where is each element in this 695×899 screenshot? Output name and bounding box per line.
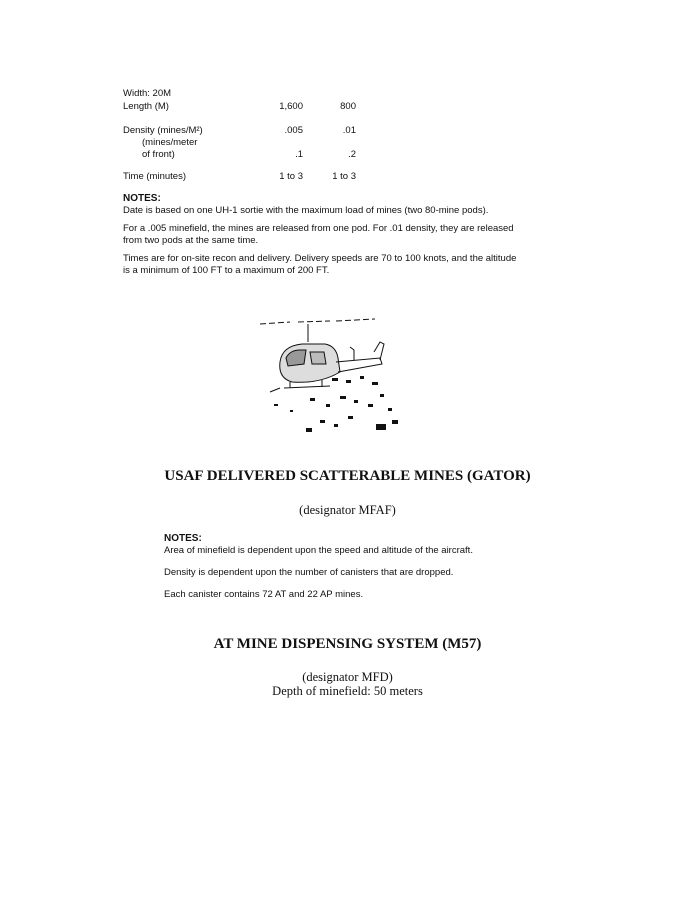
width-label: Width: 20M [123, 88, 172, 99]
table-row [123, 171, 423, 183]
gator-notes [164, 533, 584, 601]
row-value-2: 800 [340, 101, 356, 112]
table-row [123, 149, 423, 161]
helicopter-icon [250, 312, 410, 442]
row-value-2: .01 [342, 125, 356, 136]
gator-designator: (designator MFAF) [299, 503, 396, 517]
m57-designator: (designator MFD) [302, 670, 393, 684]
row-value-1: .005 [284, 125, 303, 136]
row-label: Density (mines/M²) [123, 125, 203, 136]
table-row [123, 101, 423, 113]
m57-title: AT MINE DISPENSING SYSTEM (M57) [213, 636, 482, 652]
note-paragraph: For a .005 minefield, the mines are released from one pod. For .01 density, they are released [123, 223, 514, 234]
row-value-2: .2 [348, 149, 356, 160]
row-value-1: 1 to 3 [279, 171, 303, 182]
table-row [123, 137, 423, 149]
mine-data-table [123, 88, 423, 188]
note-item: Density is dependent upon the number of canisters that are dropped. [164, 567, 454, 578]
row-label: Time (minutes) [123, 171, 186, 182]
notes-heading: NOTES: [164, 533, 202, 544]
notes-section [123, 193, 593, 277]
helicopter-illustration [250, 312, 410, 442]
row-label: Length (M) [123, 101, 169, 112]
note-item: Area of minefield is dependent upon the speed and altitude of the aircraft. [164, 545, 473, 556]
notes-heading: NOTES: [123, 193, 161, 204]
m57-depth: Depth of minefield: 50 meters [272, 684, 423, 698]
row-value-2: 1 to 3 [332, 171, 356, 182]
note-paragraph: Date is based on one UH-1 sortie with the maximum load of mines (two 80-mine pods). [123, 205, 489, 216]
note-paragraph: Times are for on-site recon and delivery. Delivery speeds are 70 to 100 knots, and the altitude [123, 253, 517, 264]
width-row [123, 88, 423, 100]
table-row [123, 125, 423, 137]
note-paragraph: is a minimum of 100 FT to a maximum of 200 FT. [123, 265, 330, 276]
note-paragraph: from two pods at the same time. [123, 235, 259, 246]
row-value-1: .1 [295, 149, 303, 160]
row-label: of front) [142, 149, 175, 160]
row-value-1: 1,600 [279, 101, 303, 112]
gator-title: USAF DELIVERED SCATTERABLE MINES (GATOR) [164, 468, 531, 484]
row-label: (mines/meter [142, 137, 198, 148]
note-item: Each canister contains 72 AT and 22 AP mines. [164, 589, 364, 600]
